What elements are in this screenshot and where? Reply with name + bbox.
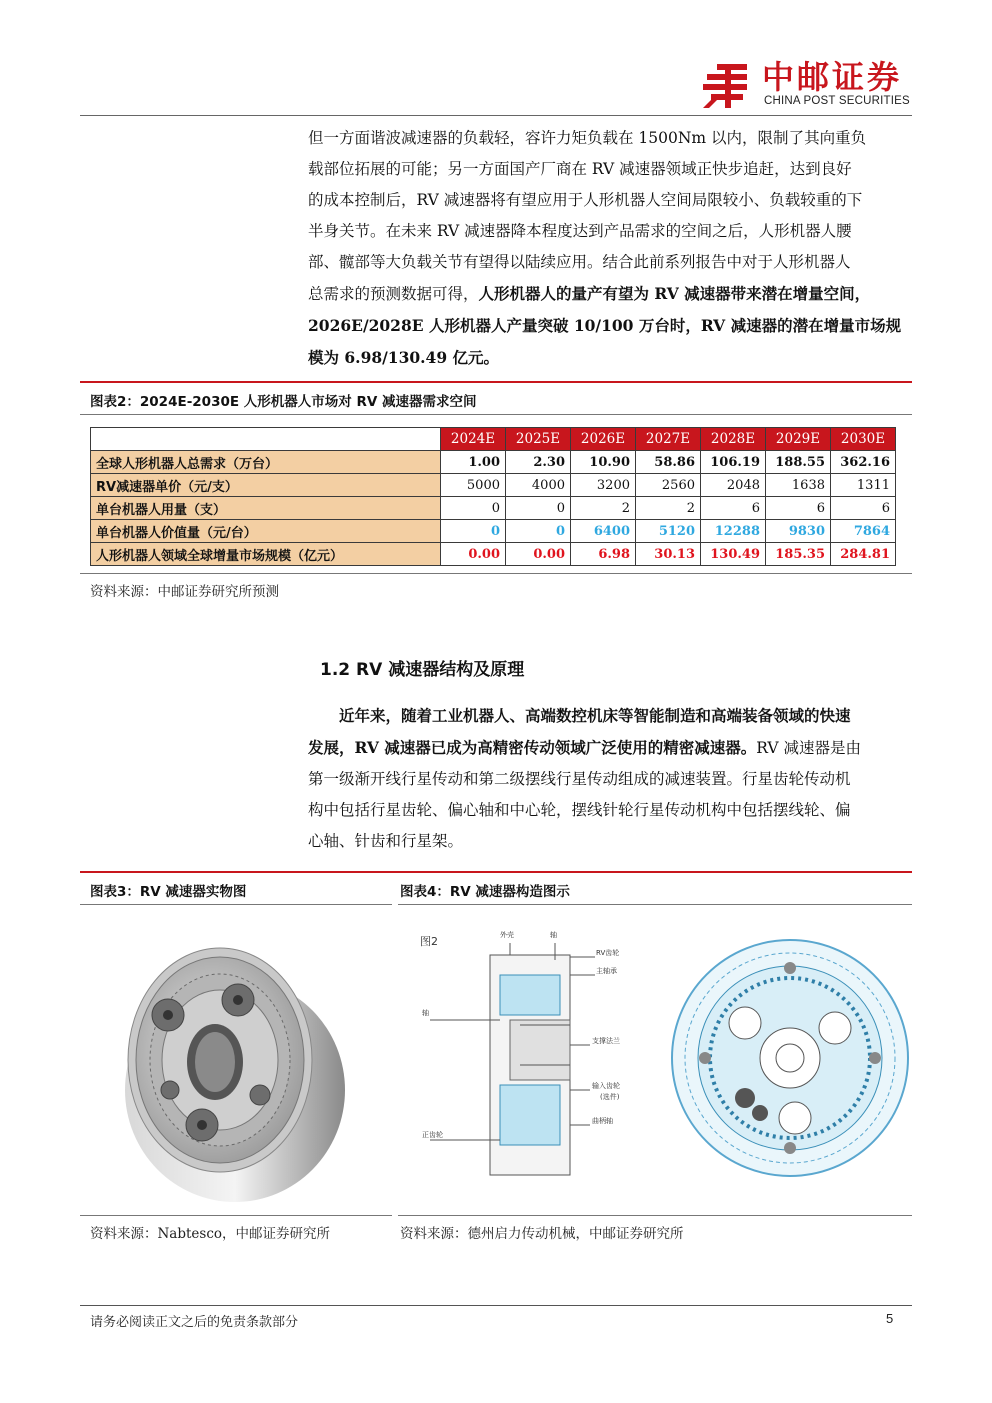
figure-4-title-rule [398, 904, 912, 905]
year-header: 2025E [506, 428, 571, 451]
figure-4-source: 资料来源：德州启力传动机械，中邮证券研究所 [400, 1226, 684, 1242]
callout-label: 正齿轮 [422, 1131, 443, 1139]
table-cell: 7864 [831, 520, 896, 543]
china-post-logo-icon [703, 62, 753, 110]
table-cell: 362.16 [831, 451, 896, 474]
callout-label: 输入齿轮 [592, 1082, 620, 1090]
callout-label: (选件) [600, 1093, 620, 1101]
paragraph-line [308, 700, 912, 732]
rv-reducer-section-diagram [410, 915, 660, 1195]
figure-2-source: 资料来源：中邮证券研究所预测 [90, 584, 279, 600]
table-cell: 6 [766, 497, 831, 520]
footer-rule [80, 1305, 912, 1306]
year-header: 2030E [831, 428, 896, 451]
table-cell: 5120 [636, 520, 701, 543]
table-cell: 0 [506, 497, 571, 520]
paragraph-text: 总需求的预测数据可得， [308, 285, 479, 303]
callout-label: 轴 [422, 1009, 429, 1017]
table-cell: 12288 [701, 520, 766, 543]
table-cell: 0 [506, 520, 571, 543]
paragraph-line: 心轴、针齿和行星架。 [308, 832, 464, 850]
paragraph-emphasis: 人形机器人的量产有望为 RV 减速器带来潜在增量空间， [478, 284, 871, 303]
row-label: RV减速器单价（元/支） [91, 474, 441, 497]
rv-reducer-photo [120, 920, 350, 1210]
year-header: 2029E [766, 428, 831, 451]
table-cell: 30.13 [636, 543, 701, 566]
paragraph-line [308, 732, 912, 764]
table-cell: 185.35 [766, 543, 831, 566]
callout-label: 支撑法兰 [592, 1037, 620, 1045]
table-cell: 6 [831, 497, 896, 520]
table-header-row [91, 428, 896, 451]
paragraph-line: 的成本控制后，RV 减速器将有望应用于人形机器人空间局限较小、负载较重的下 [308, 191, 863, 209]
table-cell: 4000 [506, 474, 571, 497]
table-cell: 2 [636, 497, 701, 520]
table-cell: 5000 [441, 474, 506, 497]
figure-2-title: 图表2：2024E-2030E 人形机器人市场对 RV 减速器需求空间 [90, 394, 477, 410]
page-number: 5 [886, 1311, 894, 1326]
table-cell: 58.86 [636, 451, 701, 474]
header-rule [80, 115, 912, 116]
paragraph-line: 部、髋部等大负载关节有望得以陆续应用。结合此前系列报告中对于人形机器人 [308, 253, 851, 271]
table-row [91, 543, 896, 566]
row-label: 单台机器人用量（支） [91, 497, 441, 520]
callout-label: 外壳 [500, 931, 514, 939]
callout-label: RV齿轮 [596, 949, 620, 957]
demand-table [90, 427, 896, 566]
table-cell: 0.00 [506, 543, 571, 566]
row-label: 单台机器人价值量（元/台） [91, 520, 441, 543]
table-row [91, 520, 896, 543]
paragraph-line [308, 310, 912, 342]
year-header: 2024E [441, 428, 506, 451]
table-cell: 2 [571, 497, 636, 520]
figure-3-source: 资料来源：Nabtesco，中邮证券研究所 [90, 1226, 331, 1242]
paragraph-emphasis: 近年来，随着工业机器人、高端数控机床等智能制造和高端装备领域的快速 [339, 706, 851, 725]
table-cell: 0 [441, 520, 506, 543]
paragraph-line [308, 342, 912, 374]
paragraph-emphasis: 2026E/2028E 人形机器人产量突破 10/100 万台时，RV 减速器的潜在增量市场规 [308, 316, 902, 335]
callout-label: 轴 [550, 931, 557, 939]
rv-reducer-front-view-diagram [665, 918, 915, 1198]
paragraph-line: 第一级渐开线行星传动和第二级摆线行星传动组成的减速装置。行星齿轮传动机 [308, 770, 851, 788]
table-cell: 2560 [636, 474, 701, 497]
figure-2-top-rule [80, 381, 912, 383]
paragraph-2 [308, 700, 912, 857]
figure-2-bottom-rule [80, 573, 912, 574]
paragraph-line [308, 278, 912, 310]
table-cell: 6 [701, 497, 766, 520]
row-label: 人形机器人领域全球增量市场规模（亿元） [91, 543, 441, 566]
callout-label: 曲柄轴 [592, 1117, 613, 1125]
table-row [91, 474, 896, 497]
paragraph-line: 构中包括行星齿轮、偏心轴和中心轮，摆线针轮行星传动机构中包括摆线轮、偏 [308, 801, 851, 819]
table-cell: 0.00 [441, 543, 506, 566]
figure-2-title-rule [80, 414, 912, 415]
table-row [91, 451, 896, 474]
table-cell: 6400 [571, 520, 636, 543]
table-cell: 1638 [766, 474, 831, 497]
table-cell: 9830 [766, 520, 831, 543]
table-corner-cell [91, 428, 441, 451]
table-cell: 188.55 [766, 451, 831, 474]
paragraph-1 [308, 123, 912, 374]
table-cell: 6.98 [571, 543, 636, 566]
year-header: 2027E [636, 428, 701, 451]
paragraph-line: 载部位拓展的可能；另一方面国产厂商在 RV 减速器领域正快步追赶，达到良好 [308, 160, 852, 178]
paragraph-emphasis: 发展，RV 减速器已成为高精密传动领域广泛使用的精密减速器。 [308, 738, 757, 757]
footer-disclaimer: 请务必阅读正文之后的免责条款部分 [90, 1315, 299, 1330]
diagram-label: 图2 [420, 935, 438, 948]
table-cell: 2048 [701, 474, 766, 497]
paragraph-emphasis: 模为 6.98/130.49 亿元。 [308, 348, 500, 367]
paragraph-text: RV 减速器是由 [756, 739, 862, 757]
table-cell: 2.30 [506, 451, 571, 474]
table-row [91, 497, 896, 520]
table-cell: 1311 [831, 474, 896, 497]
figure-3-title-rule [80, 904, 392, 905]
figure-3-bottom-rule [80, 1215, 392, 1216]
callout-label: 主轴承 [596, 967, 617, 975]
table-cell: 3200 [571, 474, 636, 497]
table-cell: 284.81 [831, 543, 896, 566]
year-header: 2028E [701, 428, 766, 451]
figure-3-title: 图表3：RV 减速器实物图 [90, 884, 247, 900]
figure-3-4-top-rule [80, 871, 912, 873]
section-heading: 1.2 RV 减速器结构及原理 [320, 660, 525, 680]
figure-4-title: 图表4：RV 减速器构造图示 [400, 884, 570, 900]
brand-name-cn: 中邮证券 [762, 58, 903, 96]
figure-4-bottom-rule [398, 1215, 912, 1216]
table-cell: 1.00 [441, 451, 506, 474]
table-cell: 130.49 [701, 543, 766, 566]
brand-name-en: CHINA POST SECURITIES [764, 95, 910, 107]
table-cell: 0 [441, 497, 506, 520]
paragraph-line: 半身关节。在未来 RV 减速器降本程度达到产品需求的空间之后，人形机器人腰 [308, 222, 852, 240]
year-header: 2026E [571, 428, 636, 451]
paragraph-line: 但一方面谐波减速器的负载轻，容许力矩负载在 1500Nm 以内，限制了其向重负 [308, 129, 867, 147]
table-cell: 10.90 [571, 451, 636, 474]
row-label: 全球人形机器人总需求（万台） [91, 451, 441, 474]
table-cell: 106.19 [701, 451, 766, 474]
